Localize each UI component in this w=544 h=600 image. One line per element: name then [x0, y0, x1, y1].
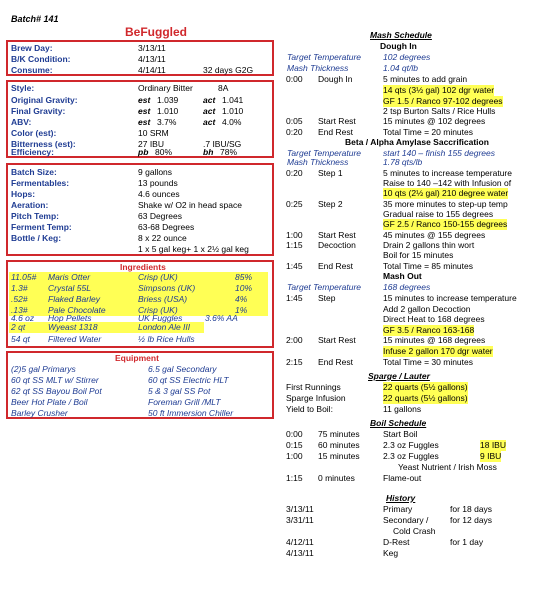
brew-day-value: 3/13/11	[138, 43, 166, 53]
ing-5-amount: 4.6 oz	[11, 313, 35, 323]
fg-est: 1.010	[157, 106, 179, 116]
dough-in-heading: Dough In	[380, 41, 417, 51]
og-est: 1.039	[157, 95, 179, 105]
efficiency-label: Efficiency:	[11, 147, 54, 157]
boil-r2-min: 60 minutes	[318, 440, 360, 450]
sparge-title: Sparge / Lauter	[368, 371, 430, 381]
bitterness-value: 27 IBU	[138, 139, 164, 149]
mash-r8-time: 1:45	[286, 261, 303, 271]
target-temp-value-1: 102 degrees	[383, 52, 431, 62]
hist-r5-event: Keg	[383, 548, 399, 558]
mash-r4-desc: 5 minutes to increase temperature	[383, 168, 512, 178]
color-value: 10 SRM	[138, 128, 169, 138]
mash-thickness-value-2: 1.78 qts/lb	[383, 157, 423, 167]
abv-est-tag: est	[138, 117, 151, 127]
mash-r5b: GF 2.5 / Ranco 150-155 degrees	[383, 219, 508, 229]
mash-schedule-title: Mash Schedule	[370, 30, 432, 40]
sparge-first-value: 22 quarts (5½ gallons)	[383, 382, 468, 392]
equip-1-right: 6.5 gal Secondary	[148, 364, 217, 374]
fg-label: Final Gravity:	[11, 106, 66, 116]
mash-r10-step: Start Rest	[318, 335, 356, 345]
fg-act-tag: act	[203, 106, 216, 116]
bk-condition-label: B/K Condition:	[11, 54, 71, 64]
mash-r6-time: 1:00	[286, 230, 303, 240]
equip-3-left: 62 qt SS Bayou Boil Pot	[11, 386, 102, 396]
hist-r4-date: 4/12/11	[286, 537, 314, 547]
ing-4-source: Crisp (UK)	[138, 305, 178, 315]
mash-r6-desc: 45 minutes @ 155 degrees	[383, 230, 486, 240]
ing-2-amount: 1.3#	[11, 283, 28, 293]
mash-r4-time: 0:20	[286, 168, 303, 178]
mash-thickness-value-1: 1.04 qt/lb	[383, 63, 418, 73]
boil-r2-ibu: 18 IBU	[480, 440, 506, 450]
equip-3-right: 5 & 3 gal SS Pot	[148, 386, 211, 396]
mash-r9b: Direct Heat to 168 degrees	[383, 314, 485, 324]
recipe-name: BeFuggled	[125, 25, 187, 39]
mash-r1-step: Dough In	[318, 74, 353, 84]
bottle-keg-value-2: 1 x 5 gal keg+ 1 x 2½ gal keg	[138, 244, 249, 254]
boil-r5-time: 1:15	[286, 473, 303, 483]
mash-r2-time: 0:05	[286, 116, 303, 126]
mash-r9a: Add 2 gallon Decoction	[383, 304, 471, 314]
consume-value: 4/14/11	[138, 65, 166, 75]
brew-day-label: Brew Day:	[11, 43, 53, 53]
batch-size-label: Batch Size:	[11, 167, 57, 177]
style-label: Style:	[11, 83, 35, 93]
pitch-temp-value: 63 Degrees	[138, 211, 182, 221]
style-code: 8A	[218, 83, 229, 93]
hist-r3-event: Cold Crash	[393, 526, 436, 536]
ing-3-amount: .52#	[11, 294, 28, 304]
hist-r1-date: 3/13/11	[286, 504, 314, 514]
og-est-tag: est	[138, 95, 151, 105]
eff-bh: 78%	[220, 147, 238, 157]
abv-act: 4.0%	[222, 117, 242, 127]
mash-r1a: 14 qts (3½ gal) 102 dgr water	[383, 85, 495, 95]
ing-5-aa: 3.6% AA	[205, 313, 238, 323]
ing-3-name: Flaked Barley	[48, 294, 100, 304]
hist-r1-event: Primary	[383, 504, 413, 514]
ferment-temp-value: 63-68 Degrees	[138, 222, 195, 232]
mash-r10a: Infuse 2 gallon 170 dgr water	[383, 346, 493, 356]
yield-label: Yield to Boil:	[286, 404, 333, 414]
target-temp-label-3: Target Temperature	[287, 282, 362, 292]
history-title: History	[386, 493, 416, 503]
boil-r4-action: Yeast Nutrient / Irish Moss	[398, 462, 497, 472]
ing-6-amount: 2 qt	[11, 322, 26, 332]
boil-r3-time: 1:00	[286, 451, 303, 461]
mash-r1c: 2 tsp Burton Salts / Rice Hulls	[383, 106, 496, 116]
equip-5-left: Barley Crusher	[11, 408, 68, 418]
ing-2-name: Crystal 55L	[48, 283, 91, 293]
ing-3-source: Briess (USA)	[138, 294, 188, 304]
mash-r2-desc: 15 minutes @ 102 degrees	[383, 116, 486, 126]
bottle-keg-value: 8 x 22 ounce	[138, 233, 187, 243]
abv-act-tag: act	[203, 117, 216, 127]
boil-r5-action: Flame-out	[383, 473, 422, 483]
ferment-temp-label: Ferment Temp:	[11, 222, 72, 232]
equip-5-right: 50 ft Immersion Chiller	[148, 408, 234, 418]
aeration-label: Aeration:	[11, 200, 49, 210]
fermentables-value: 13 pounds	[138, 178, 178, 188]
bitterness-ratio: .7 IBU/SG	[203, 139, 242, 149]
hist-r2-date: 3/31/11	[286, 515, 314, 525]
bitterness-label: Bitterness (est):	[11, 139, 76, 149]
target-temp-value-3: 168 degrees	[383, 282, 431, 292]
consume-label: Consume:	[11, 65, 53, 75]
ing-4-pct: 1%	[235, 305, 248, 315]
target-temp-value-2: start 140 – finish 155 degrees	[383, 148, 495, 158]
mash-r11-desc: Total Time = 30 minutes	[383, 357, 474, 367]
hops-label: Hops:	[11, 189, 36, 199]
style-value: Ordinary Bitter	[138, 83, 193, 93]
ing-6-source: London Ale III	[138, 322, 191, 332]
eff-bh-tag: bh	[203, 147, 214, 157]
target-temp-label-2: Target Temperature	[287, 148, 362, 158]
eff-pb-tag: pb	[138, 147, 149, 157]
boil-r2-time: 0:15	[286, 440, 303, 450]
mash-thickness-label-2: Mash Thickness	[287, 157, 349, 167]
color-label: Color (est):	[11, 128, 57, 138]
hist-r5-date: 4/13/11	[286, 548, 314, 558]
ing-1-source: Crisp (UK)	[138, 272, 178, 282]
mash-r4a: Raise to 140 –142 with Infusion of	[383, 178, 512, 188]
mash-r5-step: Step 2	[318, 199, 343, 209]
mash-r11-time: 2:15	[286, 357, 303, 367]
bk-condition-value: 4/13/11	[138, 54, 166, 64]
ing-5-name: Hop Pellets	[48, 313, 92, 323]
ing-7-amount: 54 qt	[11, 334, 30, 344]
mash-r1b: GF 1.5 / Ranco 97-102 degrees	[383, 96, 503, 106]
ing-4-name: Pale Chocolate	[48, 305, 106, 315]
mash-out-heading: Mash Out	[383, 271, 422, 281]
sparge-first-label: First Runnings	[286, 382, 341, 392]
mash-r9-time: 1:45	[286, 293, 303, 303]
ing-7-name: Filtered Water	[48, 334, 102, 344]
boil-r1-min: 75 minutes	[318, 429, 360, 439]
og-act: 1.041	[222, 95, 244, 105]
boil-r1-action: Start Boil	[383, 429, 418, 439]
hist-r4-dur: for 1 day	[450, 537, 484, 547]
mash-r7-step: Decoction	[318, 240, 356, 250]
og-label: Original Gravity:	[11, 95, 78, 105]
consume-extra: 32 days G2G	[203, 65, 254, 75]
fermentables-label: Fermentables:	[11, 178, 70, 188]
equip-4-right: Foreman Grill /MLT	[148, 397, 221, 407]
mash-r7-time: 1:15	[286, 240, 303, 250]
ing-2-pct: 10%	[235, 283, 253, 293]
sparge-infusion-value: 22 quarts (5½ gallons)	[383, 393, 468, 403]
ing-2-source: Simpsons (UK)	[138, 283, 196, 293]
ing-1-name: Maris Otter	[48, 272, 91, 282]
ing-1-amount: 11.05#	[11, 272, 37, 282]
mash-r10-time: 2:00	[286, 335, 303, 345]
mash-r5a: Gradual raise to 155 degrees	[383, 209, 494, 219]
hist-r2-dur: for 12 days	[450, 515, 493, 525]
mash-r2-step: Start Rest	[318, 116, 356, 126]
mash-r9-desc: 15 minutes to increase temperature	[383, 293, 517, 303]
mash-r1-desc: 5 minutes to add grain	[383, 74, 468, 84]
aeration-value: Shake w/ O2 in head space	[138, 200, 242, 210]
mash-r8-step: End Rest	[318, 261, 353, 271]
og-act-tag: act	[203, 95, 216, 105]
mash-thickness-label-1: Mash Thickness	[287, 63, 349, 73]
mash-r3-time: 0:20	[286, 127, 303, 137]
ingredients-title: Ingredients	[120, 262, 166, 272]
boil-r3-ibu: 9 IBU	[480, 451, 502, 461]
equipment-title: Equipment	[115, 353, 159, 363]
hist-r1-dur: for 18 days	[450, 504, 493, 514]
hist-r4-event: D-Rest	[383, 537, 410, 547]
mash-r9c: GF 3.5 / Ranco 163-168	[383, 325, 475, 335]
equip-2-right: 60 qt SS Electric HLT	[148, 375, 229, 385]
boil-r3-action: 2.3 oz Fuggles	[383, 451, 439, 461]
mash-r7-desc: Drain 2 gallons thin wort	[383, 240, 475, 250]
ing-7-extra: ½ lb Rice Hulls	[138, 334, 195, 344]
eff-pb: 80%	[155, 147, 173, 157]
batch-size-value: 9 gallons	[138, 167, 173, 177]
mash-r9-step: Step	[318, 293, 336, 303]
boil-r5-min: 0 minutes	[318, 473, 355, 483]
ing-6-name: Wyeast 1318	[48, 322, 98, 332]
mash-r7a: Boil for 15 minutes	[383, 250, 454, 260]
hops-value: 4.6 ounces	[138, 189, 180, 199]
mash-r3-step: End Rest	[318, 127, 353, 137]
fg-est-tag: est	[138, 106, 151, 116]
mash-r8-desc: Total Time = 85 minutes	[383, 261, 474, 271]
mash-r4b: 10 qts (2½ gal) 210 degree water	[383, 188, 509, 198]
sparge-infusion-label: Sparge Infusion	[286, 393, 346, 403]
mash-r6-step: Start Rest	[318, 230, 356, 240]
abv-est: 3.7%	[157, 117, 177, 127]
beta-alpha-heading: Beta / Alpha Amylase Saccrification	[345, 137, 489, 147]
target-temp-label-1: Target Temperature	[287, 52, 362, 62]
ing-5-source: UK Fuggles	[138, 313, 183, 323]
mash-r1-time: 0:00	[286, 74, 303, 84]
yield-value: 11 gallons	[383, 404, 422, 414]
abv-label: ABV:	[11, 117, 32, 127]
fg-act: 1.010	[222, 106, 244, 116]
boil-r3-min: 15 minutes	[318, 451, 360, 461]
mash-r5-time: 0:25	[286, 199, 303, 209]
equip-1-left: (2)5 gal Primarys	[11, 364, 76, 374]
equip-2-left: 60 qt SS MLT w/ Stirrer	[11, 375, 99, 385]
ing-3-pct: 4%	[235, 294, 248, 304]
batch-number: Batch# 141	[11, 14, 59, 24]
boil-title: Boil Schedule	[370, 418, 427, 428]
ing-1-pct: 85%	[235, 272, 253, 282]
mash-r11-step: End Rest	[318, 357, 353, 367]
boil-r2-action: 2.3 oz Fuggles	[383, 440, 439, 450]
bottle-keg-label: Bottle / Keg:	[11, 233, 62, 243]
boil-r1-time: 0:00	[286, 429, 303, 439]
mash-r4-step: Step 1	[318, 168, 343, 178]
mash-r3-desc: Total Time = 20 minutes	[383, 127, 474, 137]
hist-r2-event: Secondary /	[383, 515, 429, 525]
mash-r5-desc: 35 more minutes to step-up temp	[383, 199, 508, 209]
equip-4-left: Beer Hot Plate / Boil	[11, 397, 88, 407]
pitch-temp-label: Pitch Temp:	[11, 211, 60, 221]
ing-4-amount: .13#	[11, 305, 28, 315]
mash-r10-desc: 15 minutes @ 168 degrees	[383, 335, 486, 345]
